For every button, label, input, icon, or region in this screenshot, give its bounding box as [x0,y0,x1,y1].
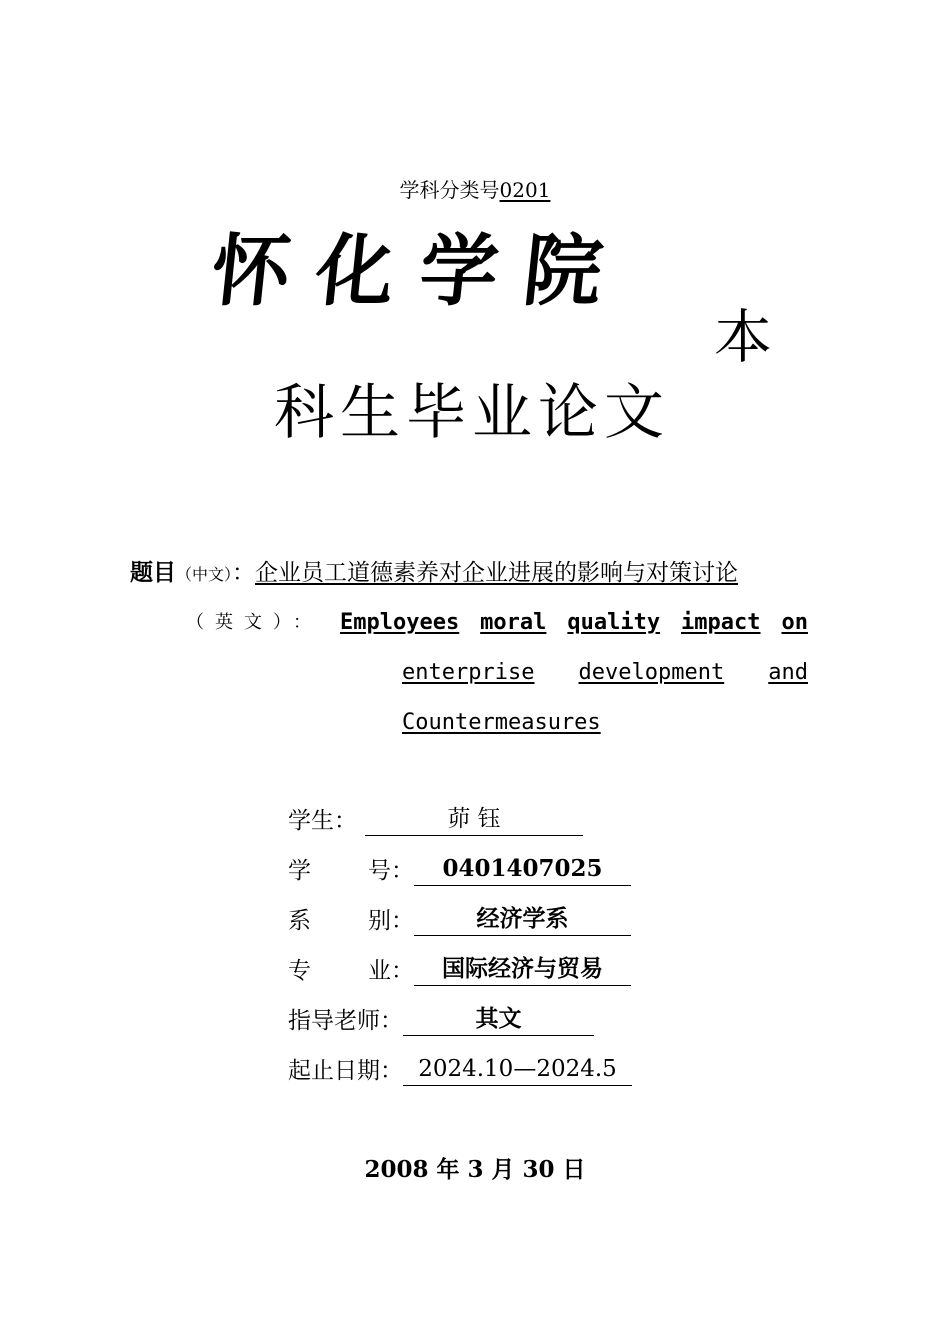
student-id-label [288,853,414,889]
title-en-label: （英文）： [186,612,322,633]
title-en-word: on [781,610,808,635]
classification-line [0,174,950,203]
advisor-label: 指导老师： [288,1008,403,1034]
title-en-line-3: Countermeasures [402,710,601,735]
title-en-line-2 [402,658,808,688]
student-label: 学生： [288,808,357,834]
period-row [288,1053,632,1089]
title-cn-text: 企业员工道德素养对企业进展的影响与对策讨论 [255,560,739,586]
title-en-word: and [768,660,808,685]
title-label: 题目 [130,559,176,586]
thesis-type-char: 本 [714,303,773,371]
department-label [288,903,414,939]
thesis-type-title: 科生毕业论文 [274,378,670,448]
title-colon: ： [232,560,256,586]
period-label: 起止日期： [288,1058,403,1084]
school-name: 怀化学院 [207,226,633,317]
period-value: 2024.10—2024.5 [403,1053,632,1086]
title-en-word: enterprise [402,660,535,685]
label-part: 学 [288,858,311,884]
title-en-word: development [578,660,725,685]
title-en-line-1 [340,608,808,638]
student-id-row [288,853,631,889]
major-row [288,953,631,989]
label-part: 号： [368,858,414,884]
date-line: 2008 年 3 月 30 日 [364,1156,586,1183]
student-id-value: 0401407025 [414,853,631,886]
advisor-row [288,1003,594,1039]
title-en-word: Employees [340,610,460,635]
student-value: 茆 钰 [365,803,583,836]
label-part: 别： [368,908,414,934]
title-en-word: moral [480,610,547,635]
major-value: 国际经济与贸易 [414,953,631,986]
label-part: 系 [288,908,311,934]
label-part: 专 [288,958,311,984]
student-row [288,803,583,839]
title-en-word: quality [567,610,661,635]
classification-number: 0201 [499,178,551,202]
title-cn-sublabel: （中文） [176,565,233,584]
title-cn-row [130,556,820,592]
advisor-value: 其文 [403,1003,594,1036]
department-row [288,903,631,939]
major-label [288,953,414,989]
department-value: 经济学系 [414,903,631,936]
classification-label: 学科分类号 [399,178,500,202]
label-part: 业： [368,958,414,984]
title-en-word: impact [681,610,761,635]
